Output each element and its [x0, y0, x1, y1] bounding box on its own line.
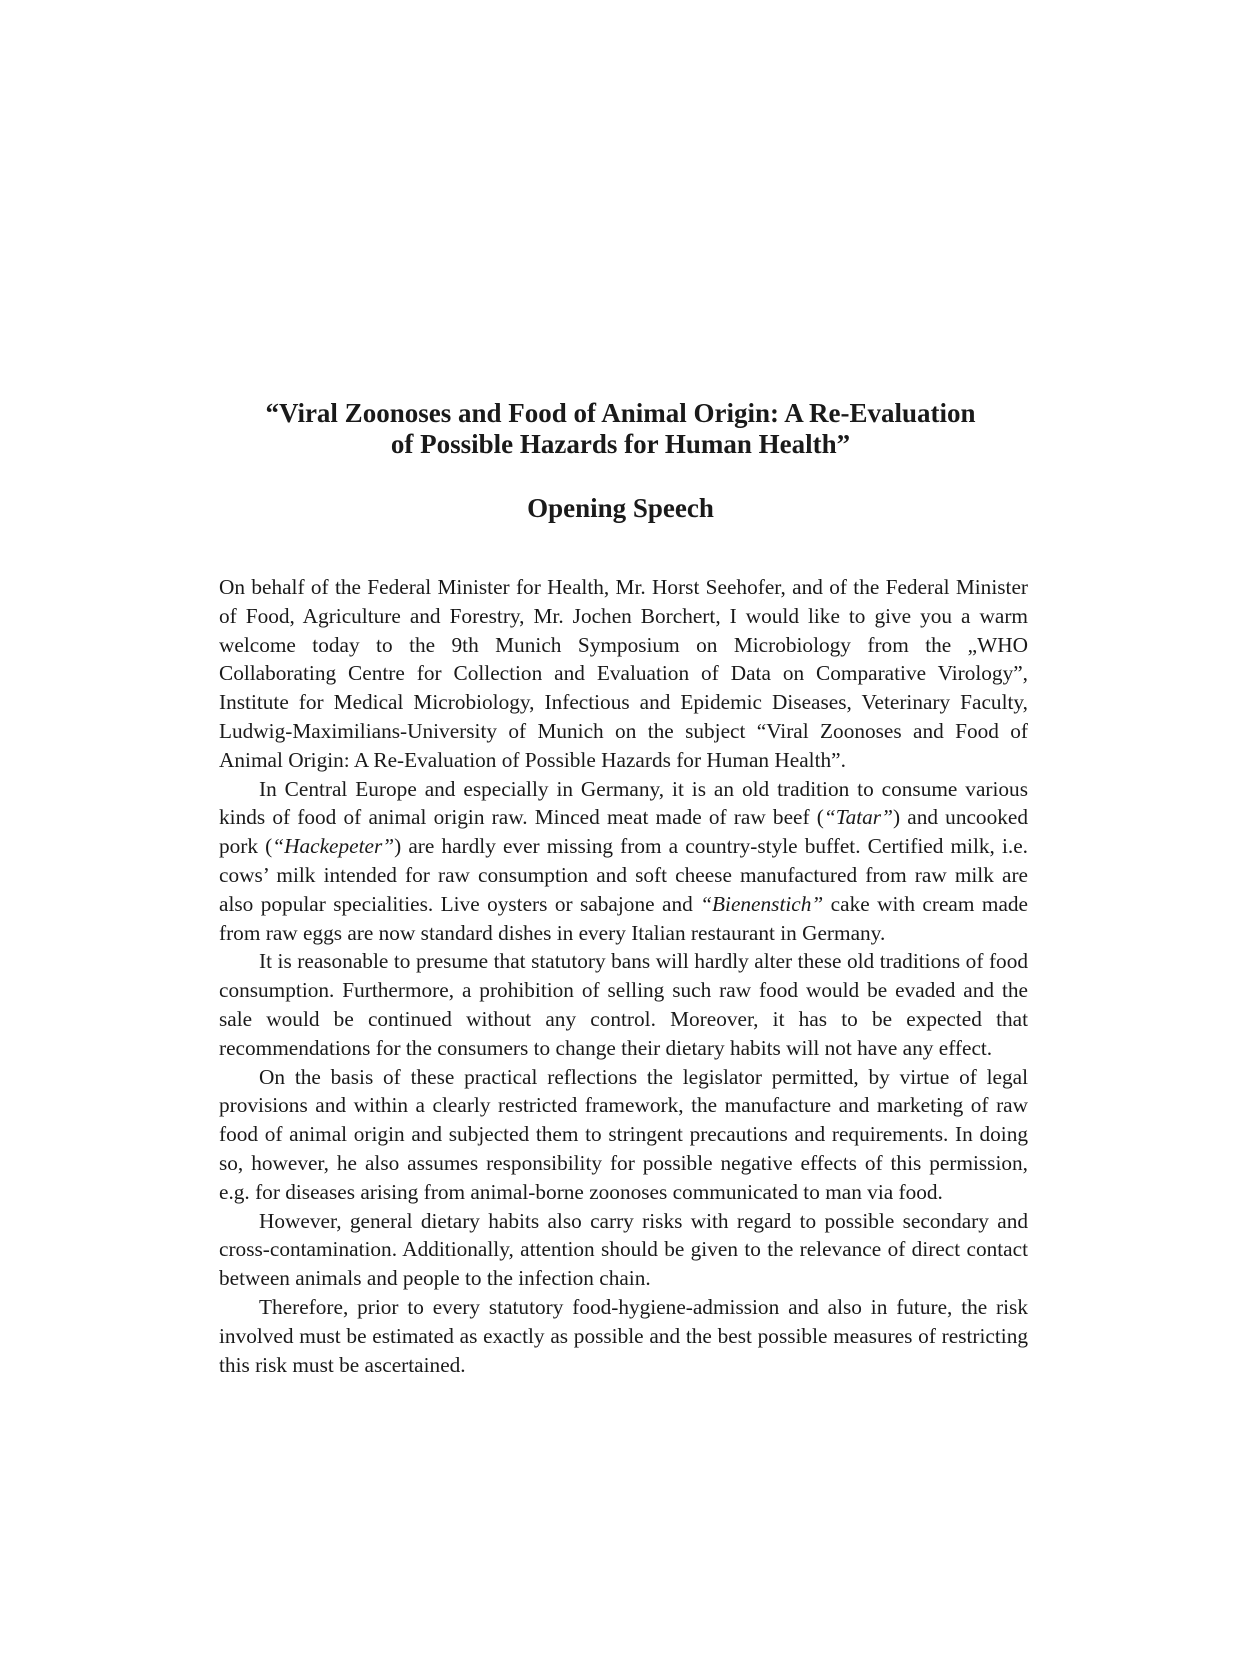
paragraph-2-text-4: cake with cream made from raw eggs are now standard dishes in every Italian restaurant in Germany. — [219, 891, 1028, 945]
paragraph-3: It is reasonable to presume that statutory bans will hardly alter these old traditions of food consumption. Furthermore, a prohibition of selling such raw food would be evaded and the sale would be continued without any control. Moreover, it has to be expected that recommendations for the consumers to change their dietary habits will not have any effect. — [219, 949, 1028, 1060]
paragraph-2-italic-bienenstich: “Bienenstich” — [700, 891, 824, 916]
document-title — [150, 398, 1091, 460]
paragraph-2-text-1: In Central Europe and especially in Germany, it is an old tradition to consume various kinds of food of animal origin raw. Minced meat made of raw beef ( — [219, 776, 1028, 830]
title-line-1: “Viral Zoonoses and Food of Animal Origin: A Re-Evaluation — [265, 398, 976, 428]
paragraph-4: On the basis of these practical reflections the legislator permitted, by virtue of legal provisions and within a clearly restricted framework, the manufacture and marketing of raw food of animal origin and subjected them to stringent precautions and requirements. In doing so, however, he also assumes responsibility for possible negative effects of this permission, e.g. for diseases arising from animal-borne zoonoses communicated to man via food. — [219, 1064, 1028, 1204]
paragraph-1: On behalf of the Federal Minister for Health, Mr. Horst Seehofer, and of the Federal Minister of Food, Agriculture and Forestry, Mr. Jochen Borchert, I would like to give you a warm welcome today to the 9th Munich Symposium on Microbiology from the „WHO Collaborating Centre for Collection and Evaluation of Data on Comparative Virology”, Institute for Medical Microbiology, Infectious and Epidemic Diseases, Veterinary Faculty, Ludwig-Maximilians-University of Munich on the subject “Viral Zoonoses and Food of Animal Origin: A Re-Evaluation of Possible Hazards for Human Health”. — [219, 575, 1028, 772]
paragraph-5: However, general dietary habits also carry risks with regard to possible secondary and cross-contamination. Additionally, attention should be given to the relevance of direct contact between animals and people to the infection chain. — [219, 1208, 1028, 1291]
paragraph-2-italic-tatar: “Tatar” — [823, 805, 893, 830]
body-text — [219, 573, 1028, 1379]
paragraph-6: Therefore, prior to every statutory food-hygiene-admission and also in future, the risk involved must be estimated as exactly as possible and the best possible measures of restricting this risk must be ascertained. — [219, 1294, 1028, 1377]
paragraph-2-text-3: ) are hardly ever missing from a country-style buffet. Certified milk, i.e. cows’ milk intended for raw consumption and soft cheese manufactured from raw milk are also popular specialities. Live oysters or sabajone and — [219, 834, 1028, 916]
section-heading: Opening Speech — [527, 493, 714, 523]
paragraph-2 — [219, 775, 1028, 948]
paragraph-2-italic-hackepeter: “Hackepeter” — [272, 834, 395, 859]
paragraph-2-text-2: ) and uncooked pork ( — [219, 805, 1028, 859]
title-line-2: of Possible Hazards for Human Health” — [390, 429, 851, 459]
